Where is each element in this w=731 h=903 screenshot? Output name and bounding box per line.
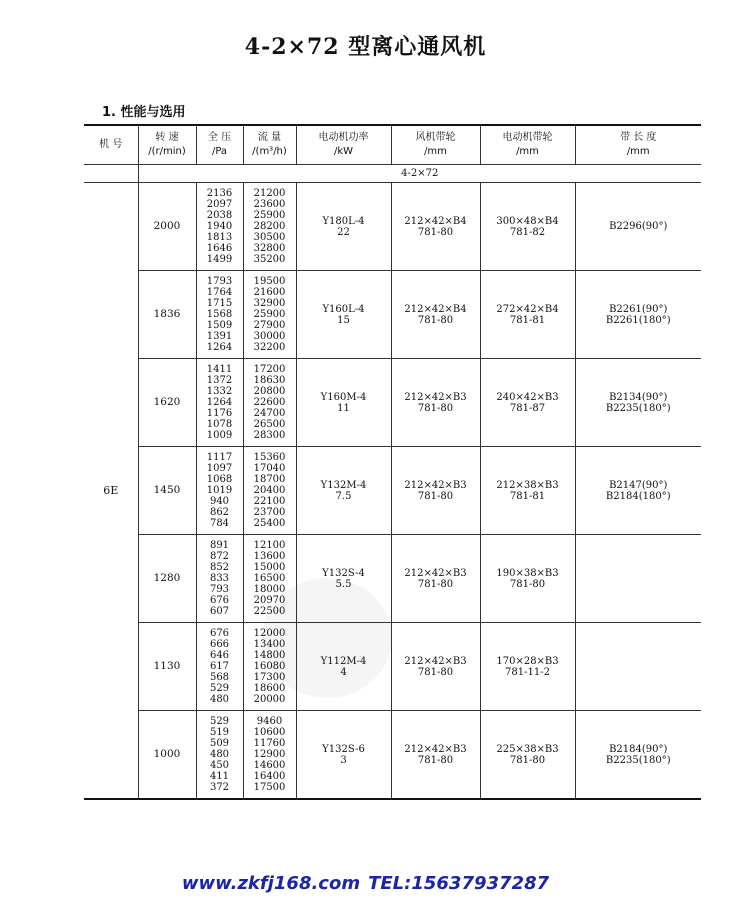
page-title: 4-2×72 型离心通风机 [244, 34, 487, 60]
fan-pulley-cell: 212×42×B3 781-80 [391, 359, 480, 447]
fan-pulley-cell: 212×42×B4 781-80 [391, 183, 480, 271]
belt-cell: B2134(90°) B2235(180°) [575, 359, 701, 447]
motor-pulley-cell: 225×38×B3 781-80 [480, 711, 575, 800]
flow-cell: 21200 23600 25900 28200 30500 32800 35200 [243, 183, 296, 271]
subheader-row [84, 165, 701, 183]
header-cell: 机 号 [84, 125, 138, 165]
header-cell: 风机带轮 /mm [391, 125, 480, 165]
belt-cell: B2261(90°) B2261(180°) [575, 271, 701, 359]
contact-footer [0, 873, 731, 894]
flow-cell: 12000 13400 14800 16080 17300 18600 20000 [243, 623, 296, 711]
fan-pulley-cell: 212×42×B3 781-80 [391, 535, 480, 623]
motor-pulley-cell: 272×42×B4 781-81 [480, 271, 575, 359]
motor-cell: Y132S-4 5.5 [296, 535, 391, 623]
belt-cell [575, 535, 701, 623]
header-cell: 电动机功率 /kW [296, 125, 391, 165]
series-label: 4-2×72 [138, 165, 701, 183]
pressure-cell: 1117 1097 1068 1019 940 862 784 [196, 447, 243, 535]
header-cell: 带 长 度 /mm [575, 125, 701, 165]
speed-cell: 1836 [138, 271, 196, 359]
model-cell: 6E [84, 183, 138, 800]
pressure-cell: 1411 1372 1332 1264 1176 1078 1009 [196, 359, 243, 447]
table-row [84, 183, 701, 271]
header-row [84, 125, 701, 165]
flow-cell: 19500 21600 32900 25900 27900 30000 32200 [243, 271, 296, 359]
flow-cell: 17200 18630 20800 22600 24700 26500 28300 [243, 359, 296, 447]
table-row [84, 711, 701, 800]
section-heading: 1. 性能与选用 [102, 105, 186, 120]
pressure-cell: 1793 1764 1715 1568 1509 1391 1264 [196, 271, 243, 359]
motor-pulley-cell: 170×28×B3 781-11-2 [480, 623, 575, 711]
header-cell: 电动机带轮 /mm [480, 125, 575, 165]
phone-number: TEL:15637937287 [368, 873, 550, 894]
belt-cell: B2184(90°) B2235(180°) [575, 711, 701, 800]
fan-pulley-cell: 212×42×B3 781-80 [391, 711, 480, 800]
motor-cell: Y132S-6 3 [296, 711, 391, 800]
flow-cell: 15360 17040 18700 20400 22100 23700 25400 [243, 447, 296, 535]
header-cell: 流 量 /(m³/h) [243, 125, 296, 165]
motor-pulley-cell: 190×38×B3 781-80 [480, 535, 575, 623]
belt-cell [575, 623, 701, 711]
table-row [84, 535, 701, 623]
table-row [84, 623, 701, 711]
speed-cell: 1130 [138, 623, 196, 711]
belt-cell: B2296(90°) [575, 183, 701, 271]
speed-cell: 2000 [138, 183, 196, 271]
motor-pulley-cell: 300×48×B4 781-82 [480, 183, 575, 271]
pressure-cell: 2136 2097 2038 1940 1813 1646 1499 [196, 183, 243, 271]
pressure-cell: 676 666 646 617 568 529 480 [196, 623, 243, 711]
header-cell: 转 速 /(r/min) [138, 125, 196, 165]
motor-cell: Y180L-4 22 [296, 183, 391, 271]
motor-pulley-cell: 212×38×B3 781-81 [480, 447, 575, 535]
flow-cell: 9460 10600 11760 12900 14600 16400 17500 [243, 711, 296, 800]
motor-cell: Y132M-4 7.5 [296, 447, 391, 535]
speed-cell: 1450 [138, 447, 196, 535]
belt-cell: B2147(90°) B2184(180°) [575, 447, 701, 535]
pressure-cell: 891 872 852 833 793 676 607 [196, 535, 243, 623]
speed-cell: 1280 [138, 535, 196, 623]
fan-pulley-cell: 212×42×B3 781-80 [391, 623, 480, 711]
fan-pulley-cell: 212×42×B4 781-80 [391, 271, 480, 359]
pressure-cell: 529 519 509 480 450 411 372 [196, 711, 243, 800]
performance-table [84, 124, 701, 800]
motor-cell: Y160L-4 15 [296, 271, 391, 359]
header-cell: 全 压 /Pa [196, 125, 243, 165]
table-row [84, 271, 701, 359]
website-link[interactable]: www.zkfj168.com [181, 873, 361, 894]
speed-cell: 1000 [138, 711, 196, 800]
fan-pulley-cell: 212×42×B3 781-80 [391, 447, 480, 535]
table-row [84, 447, 701, 535]
speed-cell: 1620 [138, 359, 196, 447]
motor-cell: Y112M-4 4 [296, 623, 391, 711]
motor-cell: Y160M-4 11 [296, 359, 391, 447]
flow-cell: 12100 13600 15000 16500 18000 20970 22500 [243, 535, 296, 623]
motor-pulley-cell: 240×42×B3 781-87 [480, 359, 575, 447]
table-row [84, 359, 701, 447]
